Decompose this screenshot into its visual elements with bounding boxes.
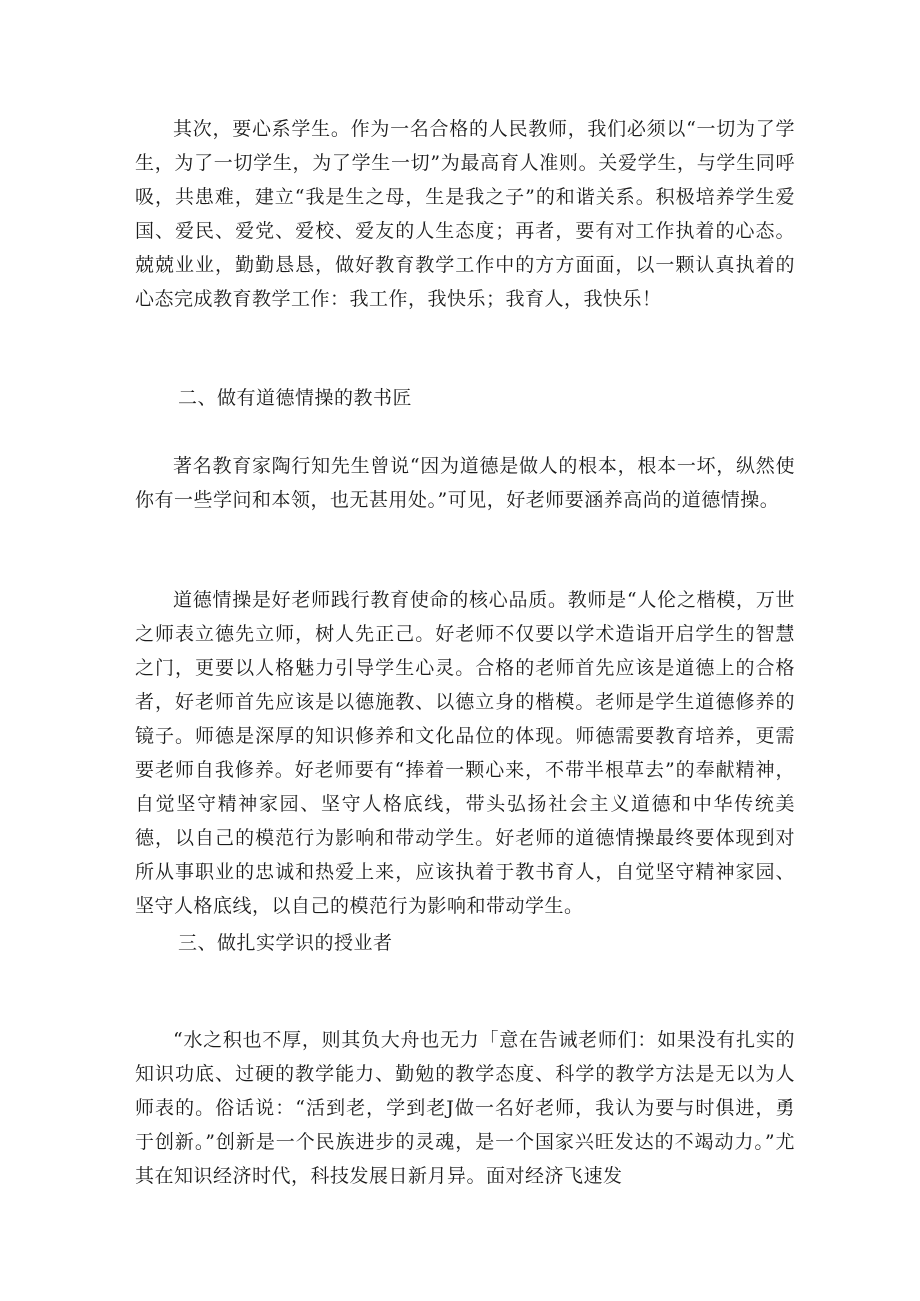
section-heading-moral-character: 二、做有道德情操的教书匠 xyxy=(178,387,413,409)
paragraph-care-for-students: 其次，要心系学生。作为一名合格的人民教师，我们必须以“一切为了学生，为了一切学生，为了学生一切”为最高育人准则。关爱学生，与学生同呼吸，共患难，建立“我是生之母，生是我之子”的和谐关系。积极培养学生爱国、爱民、爱党、爱校、爱友的人生态度；再者，要有对工作执着的心态。兢兢业业，勤勤恳恳，做好教育教学工作中的方方面面，以一颗认真执着的心态完成教育教学工作：我工作，我快乐；我育人，我快乐！ xyxy=(135,118,795,310)
paragraph-water-accumulation-quote: “水之积也不厚，则其负大舟也无力「意在告诫老师们：如果没有扎实的知识功底、过硬的教学能力、勤勉的教学态度、科学的教学方法是无以为人师表的。俗话说：“活到老，学到老J做一名好老师，我认为要与时俱进，勇于创新。”创新是一个民族进步的灵魂，是一个国家兴旺发达的不竭动力。”尤其在知识经济时代，科技发展日新月异。面对经济飞速发 xyxy=(135,1029,795,1187)
paragraph-moral-sentiment: 道德情操是好老师践行教育使命的核心品质。教师是“人伦之楷模，万世之师表立德先立师，树人先正己。好老师不仅要以学术造诣开启学生的智慧之门，更要以人格魅力引导学生心灵。合格的老师首先应该是道德上的合格者，好老师首先应该是以德施教、以德立身的楷模。老师是学生道德修养的镜子。师德是深厚的知识修养和文化品位的体现。师德需要教育培养，更需要老师自我修养。好老师要有“捧着一颗心来，不带半根草去”的奉献精神，自觉坚守精神家园、坚守人格底线，带头弘扬社会主义道德和中华传统美德，以自己的模范行为影响和带动学生。好老师的道德情操最终要体现到对所从事职业的忠诚和热爱上来，应该执着于教书育人，自觉坚守精神家园、坚守人格底线，以自己的模范行为影响和带动学生。 xyxy=(135,589,795,917)
paragraph-tao-xingzhi-quote: 著名教育家陶行知先生曾说“因为道德是做人的根本，根本一坏，纵然使你有一些学问和本领，也无甚用处。”可见，好老师要涵养高尚的道德情操。 xyxy=(135,455,795,511)
section-heading-solid-knowledge: 三、做扎实学识的授业者 xyxy=(178,932,393,954)
